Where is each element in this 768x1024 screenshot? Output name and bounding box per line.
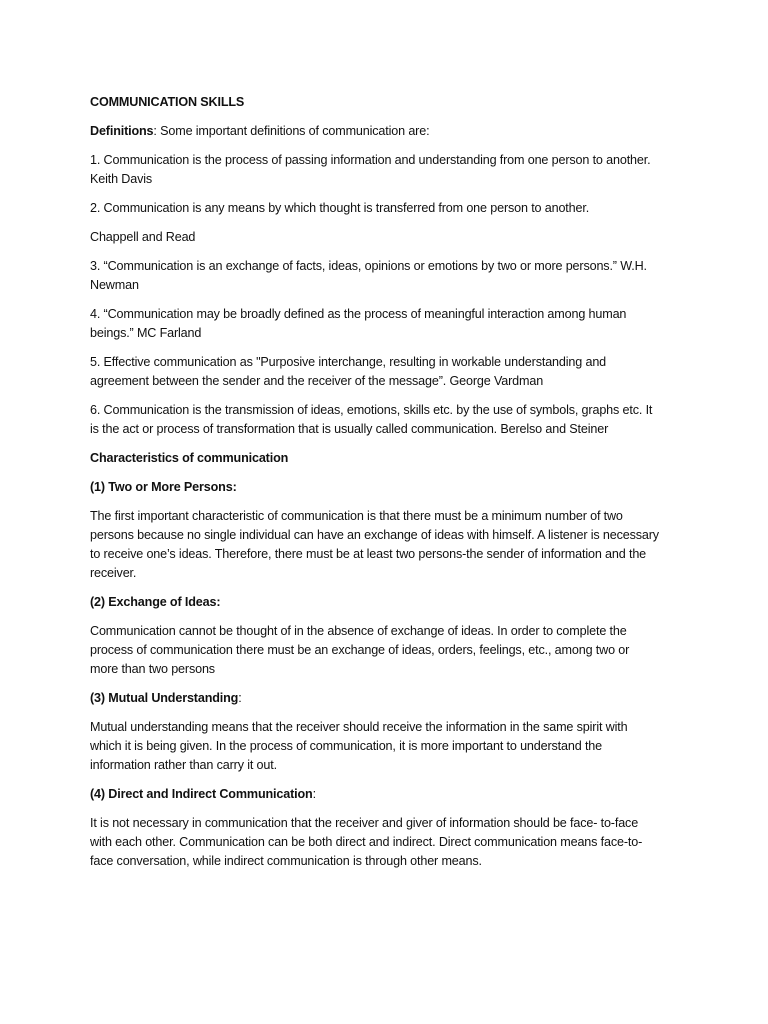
definition-line: Newman <box>90 278 139 292</box>
section-line: process of communication there must be an exchange of ideas, orders, feelings, etc., among two or <box>90 643 630 657</box>
definition-item-5 <box>90 353 682 391</box>
section-heading-text: (3) Mutual Understanding <box>90 691 239 705</box>
definition-line: 4. “Communication may be broadly defined as the process of meaningful interaction among human <box>90 307 627 321</box>
definition-item-2-attribution <box>90 228 682 247</box>
section-heading-text: (2) Exchange of Ideas: <box>90 595 221 609</box>
definition-item-6 <box>90 401 682 439</box>
definition-line: beings.” MC Farland <box>90 326 202 340</box>
section-heading-suffix: : <box>312 787 316 801</box>
definition-line: is the act or process of transformation that is usually called communication. Berelso and Steiner <box>90 422 609 436</box>
section-body-4 <box>90 814 682 871</box>
definition-line: agreement between the sender and the receiver of the message”. George Vardman <box>90 374 544 388</box>
section-heading-text: (4) Direct and Indirect Communication <box>90 787 313 801</box>
definition-line: 1. Communication is the process of passing information and understanding from one person to another. <box>90 153 651 167</box>
definition-line: Chappell and Read <box>90 230 196 244</box>
section-line: with each other. Communication can be both direct and indirect. Direct communication means face-to- <box>90 835 643 849</box>
definitions-intro <box>90 122 682 141</box>
definition-item-1 <box>90 151 682 189</box>
section-line: Communication cannot be thought of in the absence of exchange of ideas. In order to complete the <box>90 624 627 638</box>
definition-line: Keith Davis <box>90 172 153 186</box>
section-line: face conversation, while indirect communication is through other means. <box>90 854 482 868</box>
definition-item-2 <box>90 199 682 218</box>
section-line: It is not necessary in communication that the receiver and giver of information should be face- to-face <box>90 816 639 830</box>
definitions-label: Definitions <box>90 124 154 138</box>
section-line: The first important characteristic of communication is that there must be a minimum number of two <box>90 509 623 523</box>
definition-line: 2. Communication is any means by which thought is transferred from one person to another. <box>90 201 590 215</box>
section-line: to receive one’s ideas. Therefore, there must be at least two persons-the sender of information and the <box>90 547 647 561</box>
definition-line: 6. Communication is the transmission of ideas, emotions, skills etc. by the use of symbols, graphs etc. It <box>90 403 653 417</box>
definition-line: 5. Effective communication as "Purposive interchange, resulting in workable understanding and <box>90 355 607 369</box>
definitions-intro-text: : Some important definitions of communication are: <box>153 124 430 138</box>
section-heading-text: (1) Two or More Persons: <box>90 480 237 494</box>
document-title: COMMUNICATION SKILLS <box>90 95 245 109</box>
section-body-3 <box>90 718 682 775</box>
definition-line: 3. “Communication is an exchange of facts, ideas, opinions or emotions by two or more persons.” W.H. <box>90 259 647 273</box>
definition-item-4 <box>90 305 682 343</box>
section-line: persons because no single individual can have an exchange of ideas with himself. A listener is necessary <box>90 528 659 542</box>
section-line: Mutual understanding means that the receiver should receive the information in the same spirit with <box>90 720 628 734</box>
section-body-1 <box>90 507 682 583</box>
section-line: which it is being given. In the process of communication, it is more important to understand the <box>90 739 603 753</box>
section-line: information rather than carry it out. <box>90 758 277 772</box>
document-page <box>90 93 682 881</box>
section-body-2 <box>90 622 682 679</box>
section-heading-1 <box>90 478 682 497</box>
definition-item-3 <box>90 257 682 295</box>
section-heading-suffix: : <box>238 691 242 705</box>
section-line: more than two persons <box>90 662 215 676</box>
section-heading-2 <box>90 593 682 612</box>
section-heading-4 <box>90 785 682 804</box>
section-line: receiver. <box>90 566 137 580</box>
characteristics-heading: Characteristics of communication <box>90 451 289 465</box>
section-heading-3 <box>90 689 682 708</box>
